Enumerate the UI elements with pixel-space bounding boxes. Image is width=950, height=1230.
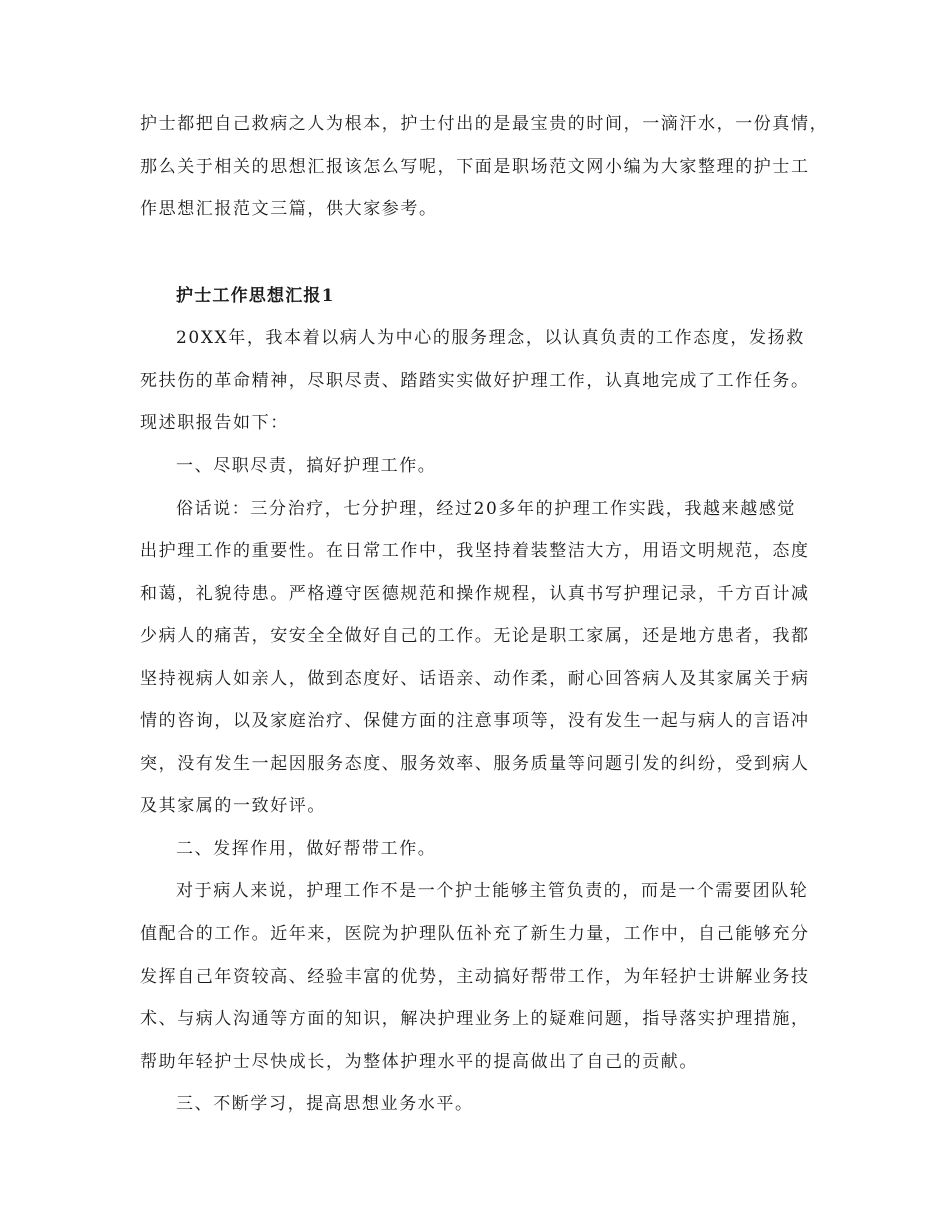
paragraph1-line-1: 20XX年，我本着以病人为中心的服务理念，以认真负责的工作态度，发扬救 (176, 328, 805, 348)
paragraph3-line-5: 帮助年轻护士尽快成长，为整体护理水平的提高做出了自己的贡献。 (140, 1052, 698, 1072)
paragraph2-line-4: 少病人的痛苦，安安全全做好自己的工作。无论是职工家属，还是地方患者，我都 (140, 626, 810, 646)
intro-line-3: 作思想汇报范文三篇，供大家参考。 (140, 199, 438, 219)
heading-2: 二、发挥作用，做好帮带工作。 (176, 839, 437, 859)
paragraph2-line-7: 突，没有发生一起因服务态度、服务效率、服务质量等问题引发的纠纷，受到病人 (140, 754, 810, 774)
heading-3: 三、不断学习，提高思想业务水平。 (176, 1094, 474, 1114)
paragraph2-line-8: 及其家属的一致好评。 (140, 796, 326, 816)
paragraph2-line-2: 出护理工作的重要性。在日常工作中，我坚持着装整洁大方，用语文明规范，态度 (140, 541, 810, 561)
paragraph3-line-4: 术、与病人沟通等方面的知识，解决护理业务上的疑难问题，指导落实护理措施， (140, 1009, 810, 1029)
paragraph3-line-1: 对于病人来说，护理工作不是一个护士能够主管负责的，而是一个需要团队轮 (176, 881, 809, 901)
paragraph3-line-3: 发挥自己年资较高、经验丰富的优势，主动搞好帮带工作，为年轻护士讲解业务技 (140, 967, 810, 987)
paragraph2-line-5: 坚持视病人如亲人，做到态度好、话语亲、动作柔，耐心回答病人及其家属关于病 (140, 669, 810, 689)
intro-line-1: 护士都把自己救病之人为根本，护士付出的是最宝贵的时间，一滴汗水，一份真情， (140, 114, 829, 134)
section-title: 护士工作思想汇报1 (176, 286, 335, 306)
paragraph2-line-3: 和蔼，礼貌待患。严格遵守医德规范和操作规程，认真书写护理记录，千方百计减 (140, 584, 810, 604)
paragraph2-line-1: 俗话说：三分治疗，七分护理，经过20多年的护理工作实践，我越来越感觉 (176, 499, 797, 519)
heading-1: 一、尽职尽责，搞好护理工作。 (176, 456, 437, 476)
intro-line-2: 那么关于相关的思想汇报该怎么写呢，下面是职场范文网小编为大家整理的护士工 (140, 157, 810, 177)
paragraph2-line-6: 情的咨询，以及家庭治疗、保健方面的注意事项等，没有发生一起与病人的言语冲 (140, 711, 810, 731)
paragraph1-line-3: 现述职报告如下： (140, 413, 289, 433)
paragraph1-line-2: 死扶伤的革命精神，尽职尽责、踏踏实实做好护理工作，认真地完成了工作任务。 (140, 371, 810, 391)
paragraph3-line-2: 值配合的工作。近年来，医院为护理队伍补充了新生力量，工作中，自己能够充分 (140, 924, 810, 944)
